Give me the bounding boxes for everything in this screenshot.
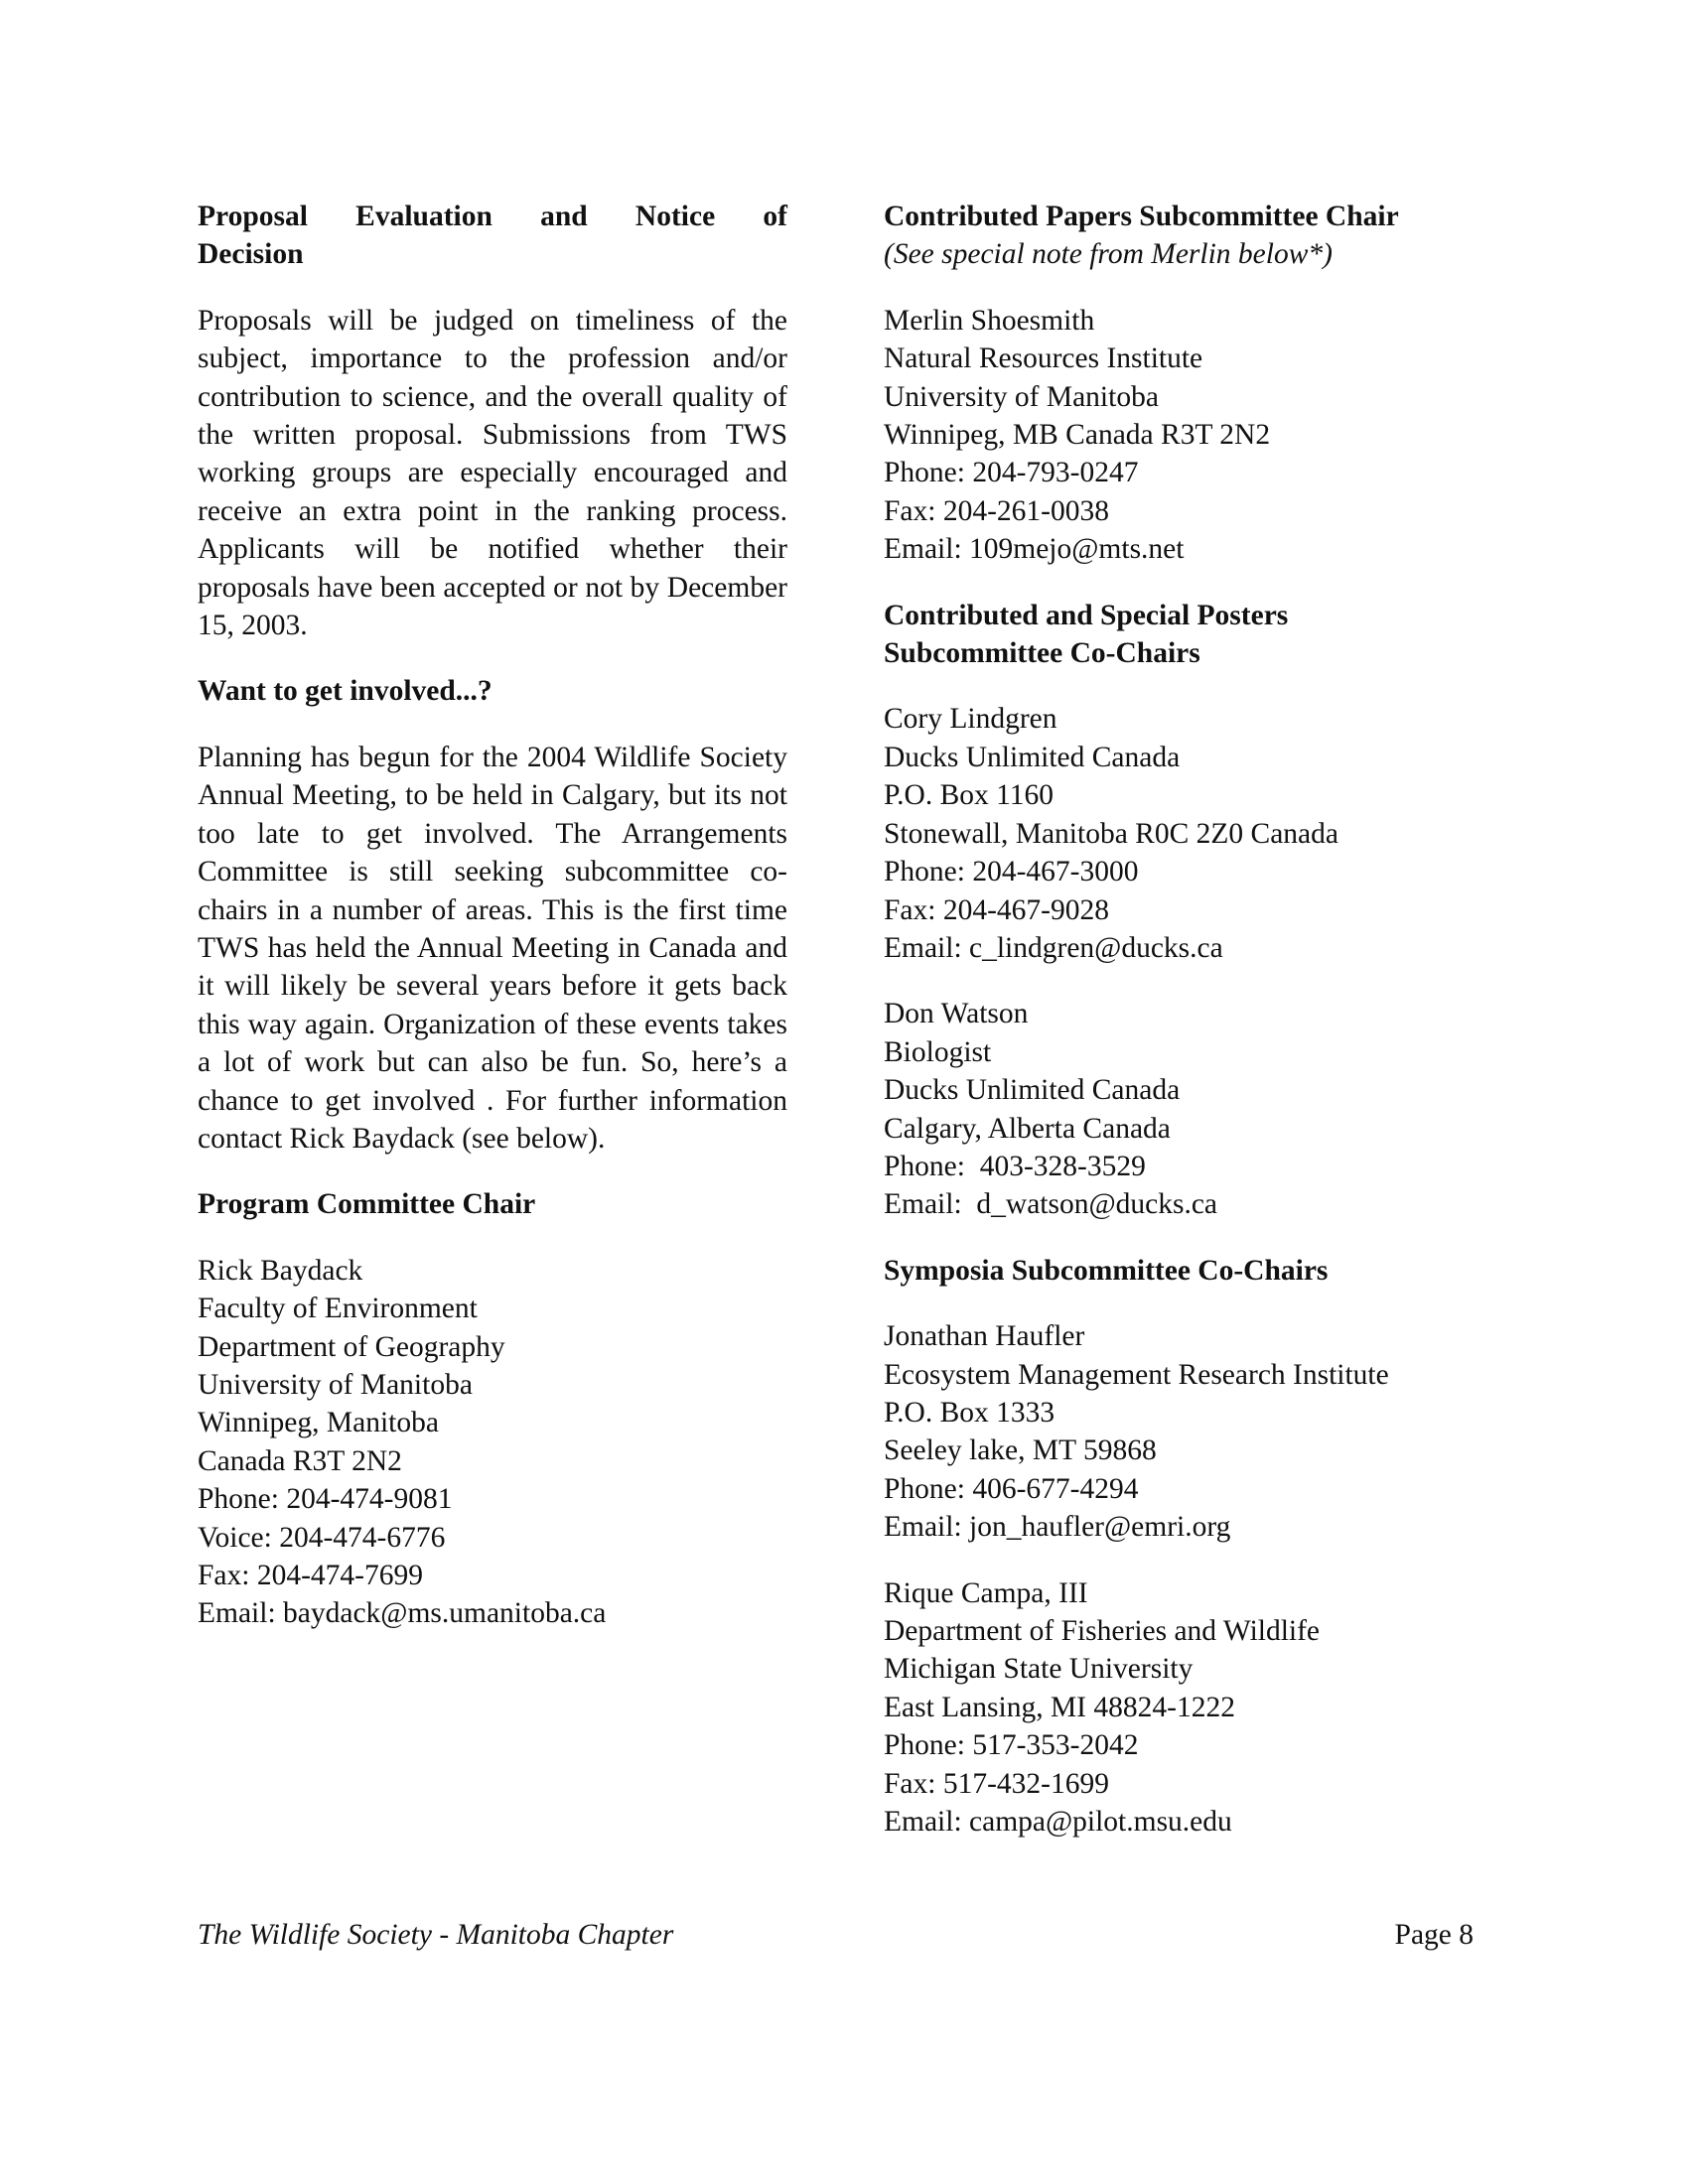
contact-line: Stonewall, Manitoba R0C 2Z0 Canada — [884, 817, 1338, 850]
contact-line: Biologist — [884, 1035, 992, 1068]
contact-line: Rick Baydack — [198, 1254, 363, 1287]
contact-line: Fax: 204-467-9028 — [884, 893, 1109, 926]
heading-line: Contributed and Special Posters — [884, 599, 1289, 631]
contact-block — [884, 1574, 1479, 1842]
contact-line: Seeley lake, MT 59868 — [884, 1434, 1157, 1467]
left-column — [198, 198, 787, 1633]
contact-line: Merlin Shoesmith — [884, 304, 1095, 337]
contact-line: Michigan State University — [884, 1653, 1194, 1686]
contact-line: Phone: 403-328-3529 — [884, 1150, 1146, 1182]
contact-line: Canada R3T 2N2 — [198, 1444, 402, 1477]
heading-line: Proposal Evaluation and Notice of — [198, 201, 787, 232]
contact-line: Calgary, Alberta Canada — [884, 1112, 1171, 1145]
contact-line: Winnipeg, MB Canada R3T 2N2 — [884, 419, 1271, 452]
contact-block — [884, 302, 1479, 569]
contact-line: Email: 109mejo@mts.net — [884, 533, 1185, 566]
program-committee-heading: Program Committee Chair — [198, 1188, 536, 1221]
posters-heading — [884, 597, 1479, 673]
proposal-evaluation-heading — [198, 198, 787, 274]
contact-line: Email: campa@pilot.msu.edu — [884, 1806, 1232, 1839]
footer-publication: The Wildlife Society - Manitoba Chapter — [198, 1919, 674, 1951]
contact-line: Ducks Unlimited Canada — [884, 1074, 1181, 1107]
contact-line: Voice: 204-474-6776 — [198, 1521, 446, 1554]
contact-line: Phone: 204-793-0247 — [884, 457, 1139, 489]
page-number: Page 8 — [1394, 1919, 1474, 1951]
contact-line: Email: c_lindgren@ducks.ca — [884, 931, 1223, 964]
contact-line: Natural Resources Institute — [884, 342, 1203, 375]
contact-line: Don Watson — [884, 998, 1029, 1030]
heading-line: Decision — [198, 238, 304, 271]
contact-line: Department of Fisheries and Wildlife — [884, 1615, 1321, 1647]
contact-line: Phone: 406-677-4294 — [884, 1472, 1139, 1505]
contact-line: Fax: 204-261-0038 — [884, 494, 1109, 527]
get-involved-text: Planning has begun for the 2004 Wildlife Society Annual Meeting, to be held in Calgary, but its not too late to get involved. The Arrangements Committee is still seeking subcommittee co-chairs in a number of areas. This is the first time TWS has held the Annual Meeting in Canada and it will likely be several years before it gets back this way again. Organization of these events takes a lot of work but can also be fun. So, here’s a chance to get involved . For further information contact Rick Baydack (see below). — [198, 741, 787, 1155]
contact-line: University of Manitoba — [198, 1368, 473, 1401]
contact-line: Phone: 517-353-2042 — [884, 1729, 1139, 1762]
right-column — [884, 198, 1479, 1841]
contact-line: Jonathan Haufler — [884, 1320, 1085, 1353]
contact-line: Email: baydack@ms.umanitoba.ca — [198, 1597, 607, 1630]
symposia-heading: Symposia Subcommittee Co-Chairs — [884, 1254, 1329, 1287]
contact-block — [884, 1317, 1479, 1546]
contact-block — [198, 1252, 787, 1633]
contact-line: East Lansing, MI 48824-1222 — [884, 1691, 1235, 1723]
contact-block — [884, 700, 1479, 967]
proposal-evaluation-text: Proposals will be judged on timeliness of the subject, importance to the profession and/or contribution to science, and the overall quality of the written proposal. Submissions from TWS working groups are especially encouraged and receive an extra point in the ranking process. Applicants will be notified whether their proposals have been accepted or not by December 15, 2003. — [198, 304, 787, 642]
contact-line: University of Manitoba — [884, 380, 1159, 413]
contact-line: Fax: 204-474-7699 — [198, 1560, 423, 1591]
contact-line: Email: jon_haufler@emri.org — [884, 1511, 1231, 1544]
contact-line: Phone: 204-474-9081 — [198, 1483, 453, 1516]
contact-line: Ecosystem Management Research Institute — [884, 1358, 1389, 1391]
contact-line: Winnipeg, Manitoba — [198, 1407, 439, 1439]
get-involved-heading: Want to get involved...? — [198, 675, 492, 708]
contact-line: Department of Geography — [198, 1330, 505, 1363]
contact-line: Ducks Unlimited Canada — [884, 741, 1181, 773]
contact-line: Phone: 204-467-3000 — [884, 856, 1139, 888]
contact-line: Email: d_watson@ducks.ca — [884, 1188, 1218, 1221]
contact-line: Faculty of Environment — [198, 1293, 478, 1325]
contact-line: P.O. Box 1333 — [884, 1396, 1055, 1429]
special-note: (See special note from Merlin below*) — [884, 238, 1333, 271]
heading-line: Subcommittee Co-Chairs — [884, 637, 1200, 670]
contact-line: Cory Lindgren — [884, 703, 1057, 736]
contact-line: Fax: 517-432-1699 — [884, 1767, 1109, 1800]
contact-line: Rique Campa, III — [884, 1576, 1088, 1609]
contributed-papers-heading: Contributed Papers Subcommittee Chair — [884, 201, 1399, 232]
contact-line: P.O. Box 1160 — [884, 779, 1055, 812]
contributed-papers-heading-block — [884, 198, 1479, 274]
contact-block — [884, 995, 1479, 1223]
